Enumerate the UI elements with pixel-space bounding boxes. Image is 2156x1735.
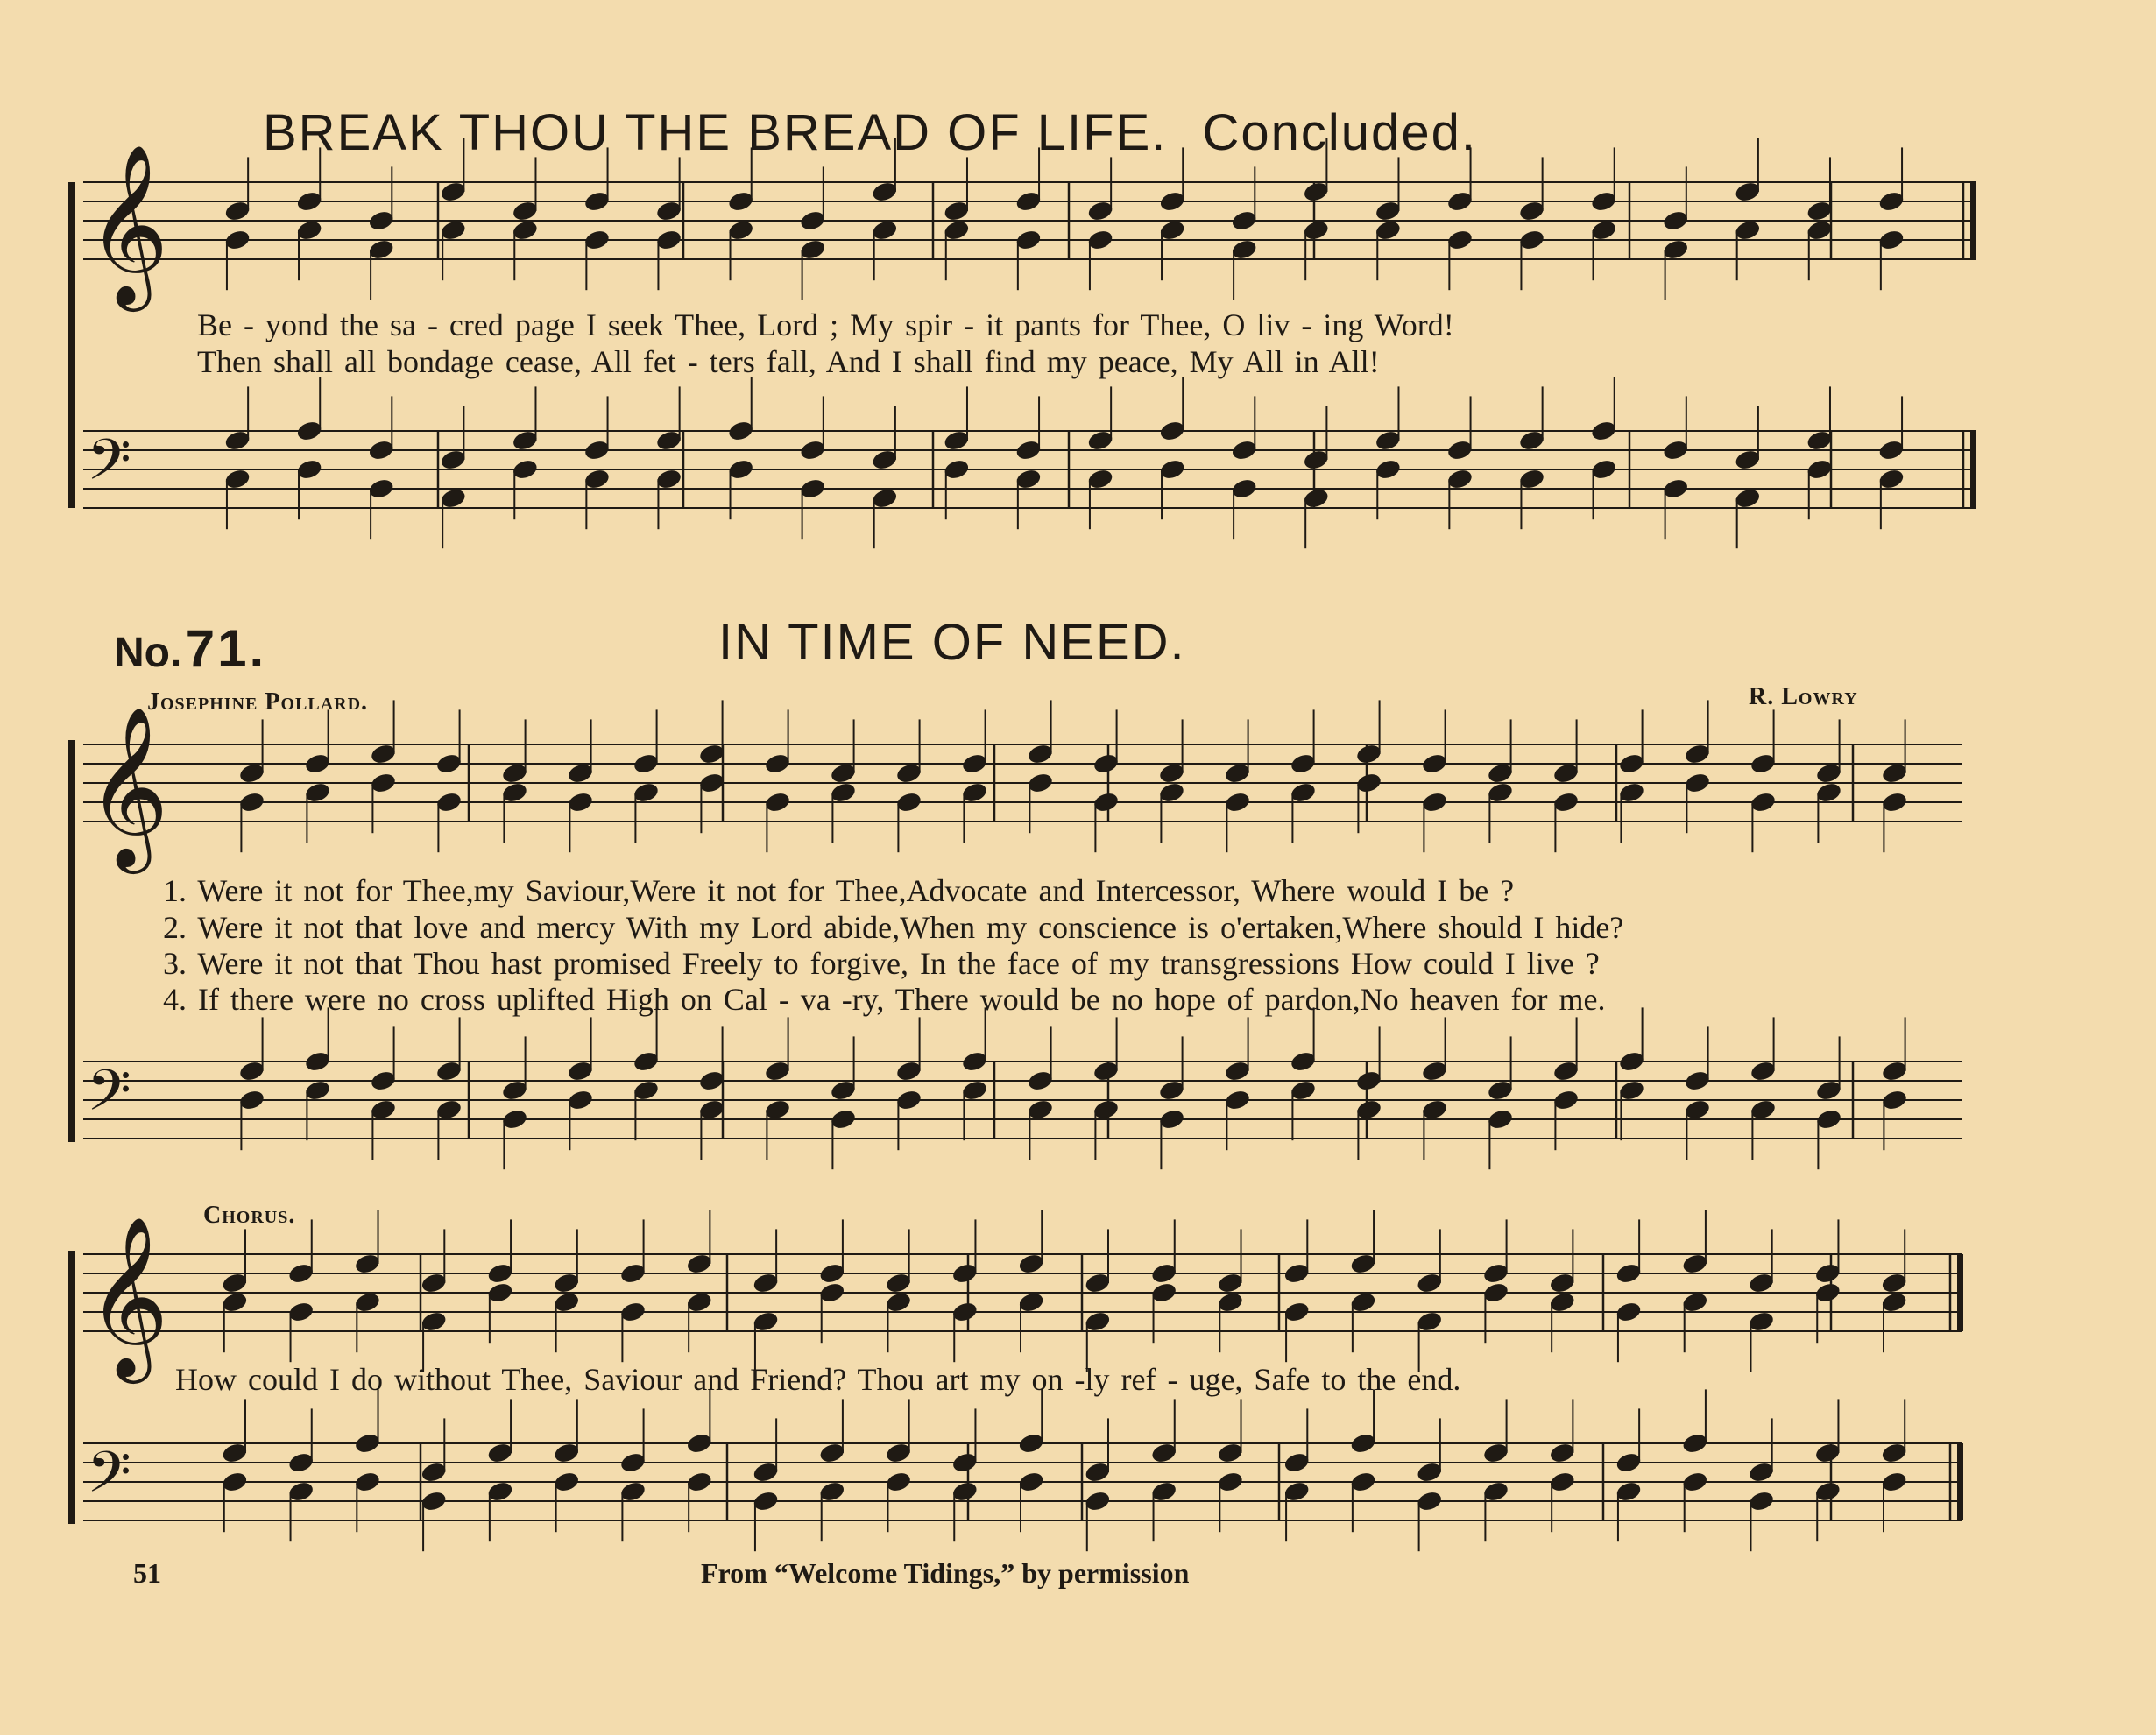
hymn-number-prefix: No. [114, 630, 182, 676]
treble-clef-icon: 𝄞 [87, 144, 169, 305]
hymn-number-value: 71. [185, 619, 267, 678]
s3-treble-final-barline-thick [1957, 1254, 1963, 1331]
hymn-title-suffix: Concluded. [1202, 104, 1477, 161]
treble-clef-icon: 𝄞 [87, 706, 169, 867]
page-number: 51 [133, 1557, 161, 1589]
hymn-number [114, 618, 266, 679]
hymn-title: BREAK THOU THE BREAD OF LIFE. [263, 104, 1168, 161]
chorus-label: Chorus. [203, 1202, 296, 1229]
lyricist-credit: Josephine Pollard. [147, 688, 369, 716]
source-credit: From “Welcome Tidings,” by permission [701, 1557, 1190, 1589]
hymn-title-concluded [263, 103, 1477, 162]
treble-clef-icon: 𝄞 [87, 1216, 169, 1377]
verse-2: 2. Were it not that love and mercy With my Lord abide,When my conscience is o'ertaken,Where should I hide? [163, 910, 1624, 945]
composer-credit: R. Lowry [1749, 683, 1858, 710]
verse-4: 4. If there were no cross uplifted High on Cal - va -ry, There would be no hope of pardon,No heaven for me. [163, 982, 1606, 1017]
verse-1: 1. Were it not for Thee,my Saviour,Were it not for Thee,Advocate and Intercessor, Where would I be ? [163, 873, 1515, 908]
lyric-line-1: Be - yond the sa - cred page I seek Thee, Lord ; My spir - it pants for Thee, O liv - ing Word! [197, 307, 1454, 342]
s2-brace [68, 740, 75, 1142]
lyric-line-2: Then shall all bondage cease, All fet - ters fall, And I shall find my peace, My All in All! [197, 344, 1380, 379]
s3-bass-final-barline-thick [1957, 1443, 1963, 1520]
s1-treble-final-barline-thick [1970, 182, 1976, 259]
verse-3: 3. Were it not that Thou hast promised Freely to forgive, In the face of my transgressions How could I live ? [163, 946, 1600, 981]
chorus-lyrics: How could I do without Thee, Saviour and Friend? Thou art my on -ly ref - uge, Safe to the end. [175, 1362, 1461, 1397]
s3-brace [68, 1251, 75, 1524]
bass-clef-icon: 𝄢 [87, 1438, 131, 1520]
s1-bass-final-barline-thick [1970, 431, 1976, 508]
hymn-title-2: IN TIME OF NEED. [718, 614, 1186, 671]
bass-clef-icon: 𝄢 [87, 1056, 131, 1138]
bass-clef-icon: 𝄢 [87, 426, 131, 507]
s1-brace [68, 182, 75, 508]
